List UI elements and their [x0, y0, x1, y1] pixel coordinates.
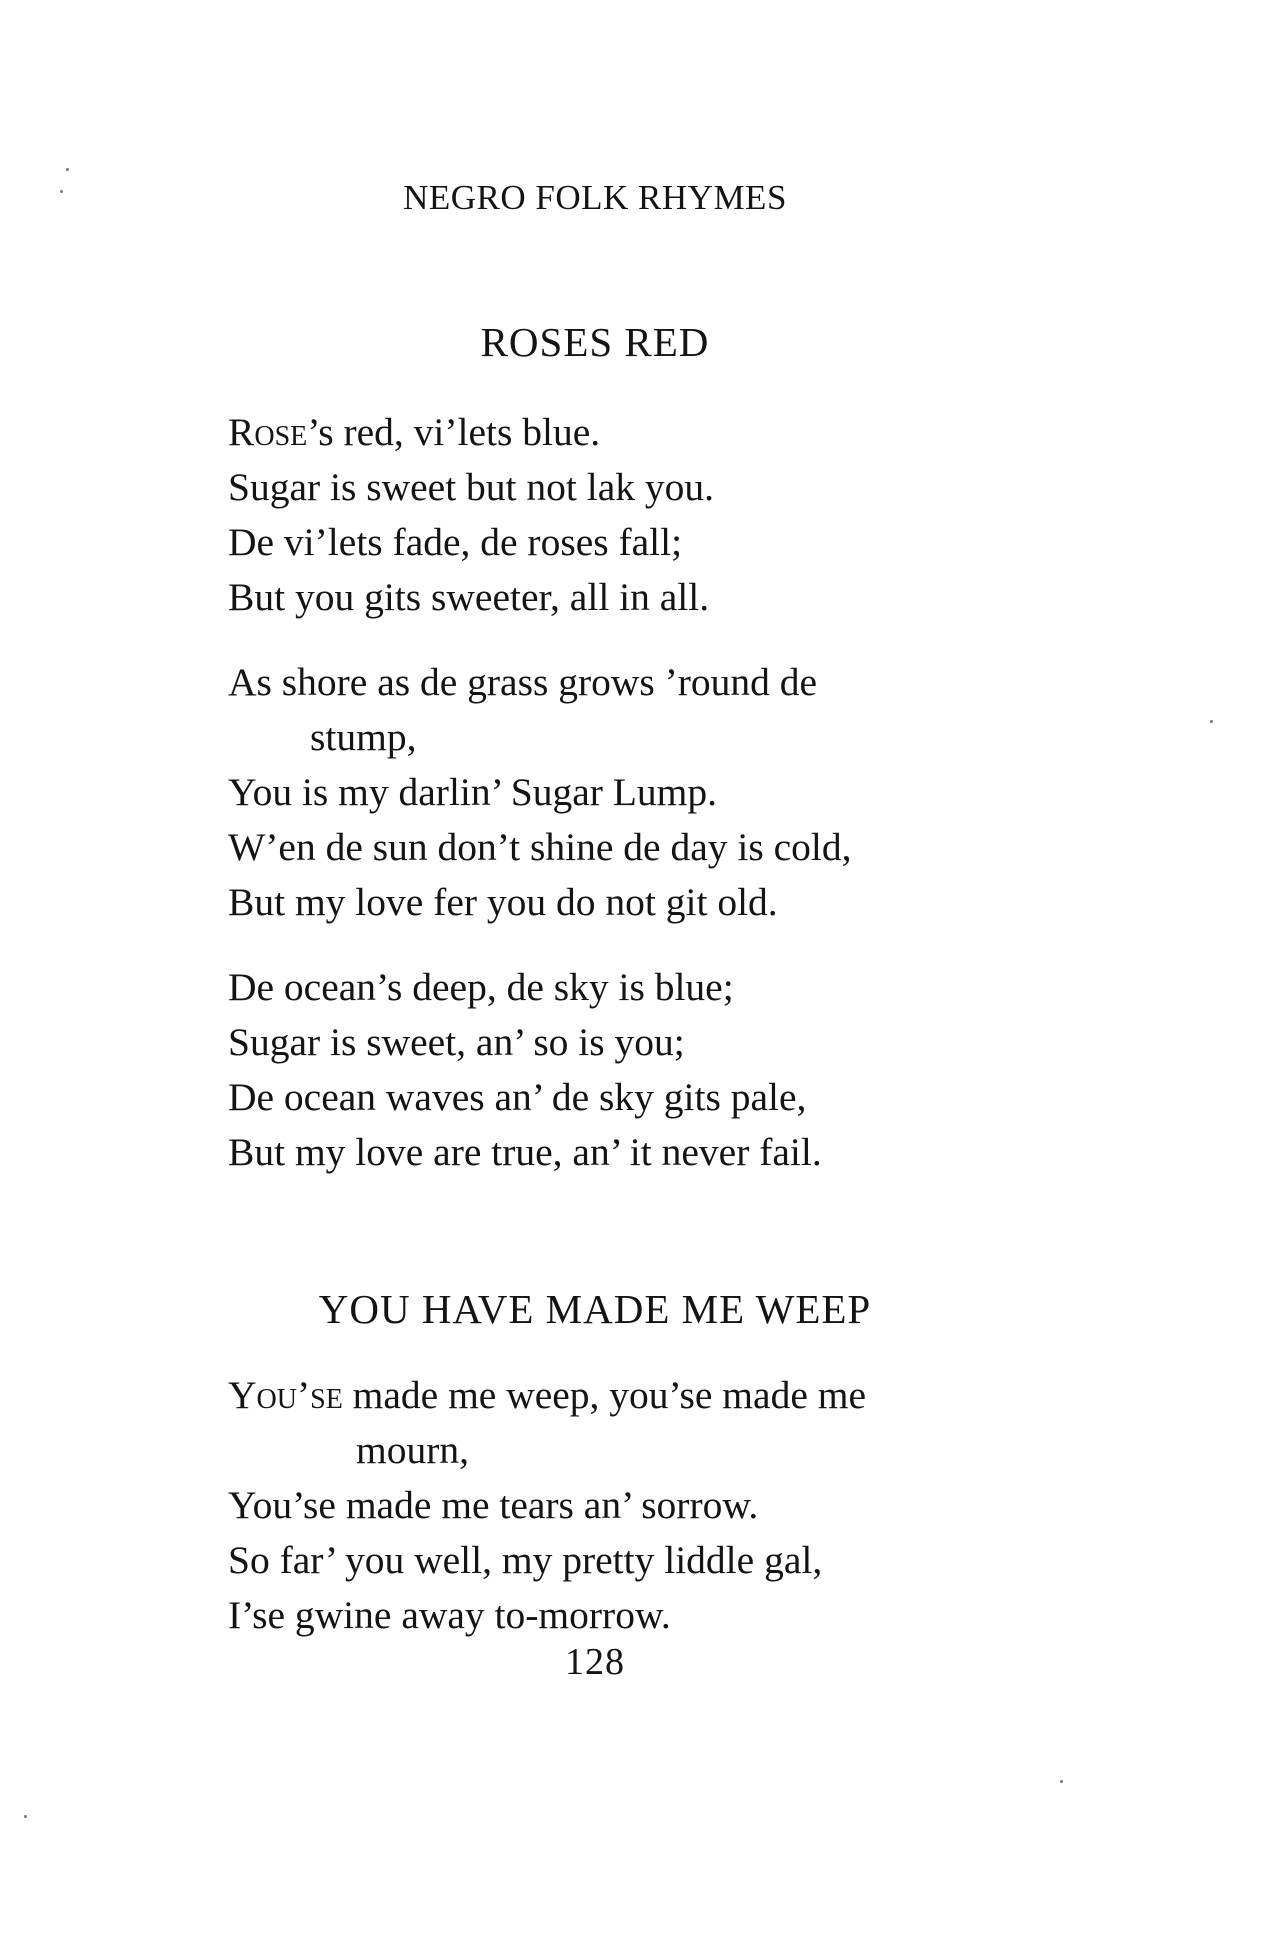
poem-title-roses-red: ROSES RED [480, 319, 710, 365]
poem-line: But you gits sweeter, all in all. [228, 575, 710, 619]
drop-word: Rose [228, 410, 308, 454]
poem-line: As shore as de grass grows ’round de [228, 660, 818, 704]
paper-speck [1210, 720, 1213, 723]
drop-word: You’se [228, 1373, 343, 1417]
stanza [228, 960, 968, 1180]
paper-speck [24, 1815, 27, 1818]
paper-speck [1060, 1780, 1063, 1783]
poem-line-continuation: mourn, [356, 1428, 470, 1472]
poem-line: You’se made me tears an’ sorrow. [228, 1483, 759, 1527]
poem-line: But my love fer you do not git old. [228, 880, 778, 924]
page-number: 128 [565, 1641, 625, 1683]
stanza [228, 655, 968, 930]
poem-line: You is my darlin’ Sugar Lump. [228, 770, 718, 814]
poem-line: Sugar is sweet but not lak you. [228, 465, 715, 509]
line-rest: ’s red, vi’lets blue. [307, 410, 601, 454]
poem-line: De vi’lets fade, de roses fall; [228, 520, 683, 564]
poem-line: Sugar is sweet, an’ so is you; [228, 1020, 685, 1064]
poem-line: W’en de sun don’t shine de day is cold, [228, 825, 852, 869]
stanza [228, 1368, 968, 1643]
poem-line: De ocean’s deep, de sky is blue; [228, 965, 734, 1009]
line-rest: made me weep, you’se made me [342, 1373, 866, 1417]
poem-line-continuation: stump, [310, 715, 417, 759]
poem-line [228, 1368, 968, 1423]
poem-line: De ocean waves an’ de sky gits pale, [228, 1075, 807, 1119]
running-head: NEGRO FOLK RHYMES [403, 178, 787, 217]
poem-line [228, 405, 968, 460]
poem-line: So far’ you well, my pretty liddle gal, [228, 1538, 823, 1582]
paper-speck [60, 190, 63, 193]
stanza [228, 405, 968, 625]
poem-line: But my love are true, an’ it never fail. [228, 1130, 822, 1174]
poem-title-you-have-made-me-weep: YOU HAVE MADE ME WEEP [318, 1286, 872, 1332]
paper-speck [66, 168, 69, 171]
poem-line: I’se gwine away to-morrow. [228, 1593, 671, 1637]
